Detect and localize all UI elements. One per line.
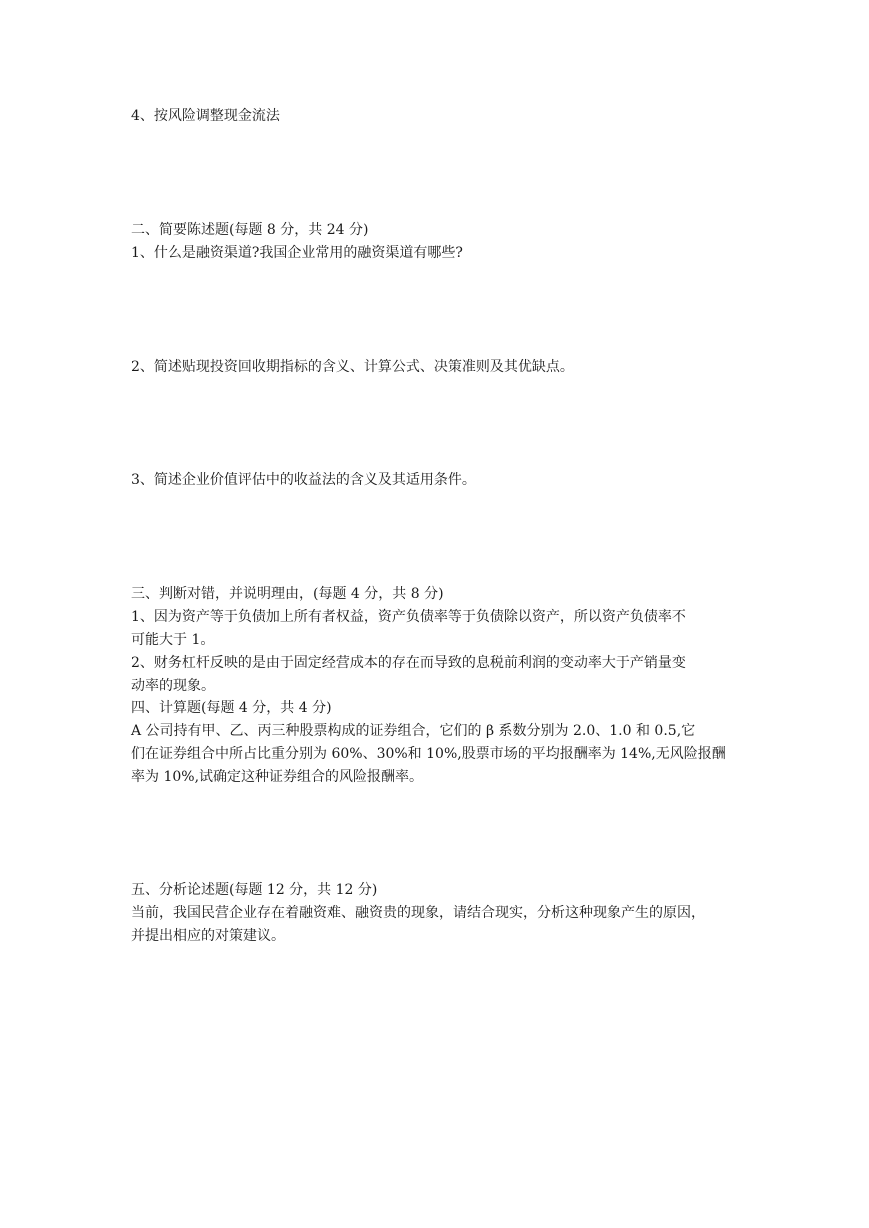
short-answer-question-1: 1、什么是融资渠道?我国企业常用的融资渠道有哪些? [131,245,463,261]
true-false-question-1-line-2: 可能大于 1。 [131,632,215,648]
calculation-question-line-1: A 公司持有甲、乙、丙三种股票构成的证券组合，它们的 β 系数分别为 2.0、1.0 和 0.5,它 [131,723,696,739]
term-item-4: 4、按风险调整现金流法 [131,108,280,124]
short-answer-question-3: 3、简述企业价值评估中的收益法的含义及其适用条件。 [131,472,476,488]
essay-question-line-1: 当前，我国民营企业存在着融资难、融资贵的现象，请结合现实，分析这种现象产生的原因， [131,905,705,921]
short-answer-question-2: 2、简述贴现投资回收期指标的含义、计算公式、决策准则及其优缺点。 [131,359,574,375]
essay-question-line-2: 并提出相应的对策建议。 [131,928,285,944]
true-false-question-2-line-1: 2、财务杠杆反映的是由于固定经营成本的存在而导致的息税前利润的变动率大于产销量变 [131,655,686,671]
calculation-question-line-3: 率为 10%,试确定这种证券组合的风险报酬率。 [131,769,424,785]
true-false-question-2-line-2: 动率的现象。 [131,678,215,694]
section-heading-short-answer: 二、简要陈述题(每题 8 分，共 24 分) [131,222,369,238]
section-heading-true-false: 三、判断对错，并说明理由，(每题 4 分，共 8 分) [131,586,444,602]
section-heading-calculation: 四、计算题(每题 4 分，共 4 分) [131,700,332,716]
section-heading-essay: 五、分析论述题(每题 12 分，共 12 分) [131,882,378,898]
true-false-question-1-line-1: 1、因为资产等于负债加上所有者权益，资产负债率等于负债除以资产，所以资产负债率不 [131,609,686,625]
calculation-question-line-2: 们在证券组合中所占比重分别为 60%、30%和 10%,股票市场的平均报酬率为 14%,无风险报酬 [131,746,726,762]
